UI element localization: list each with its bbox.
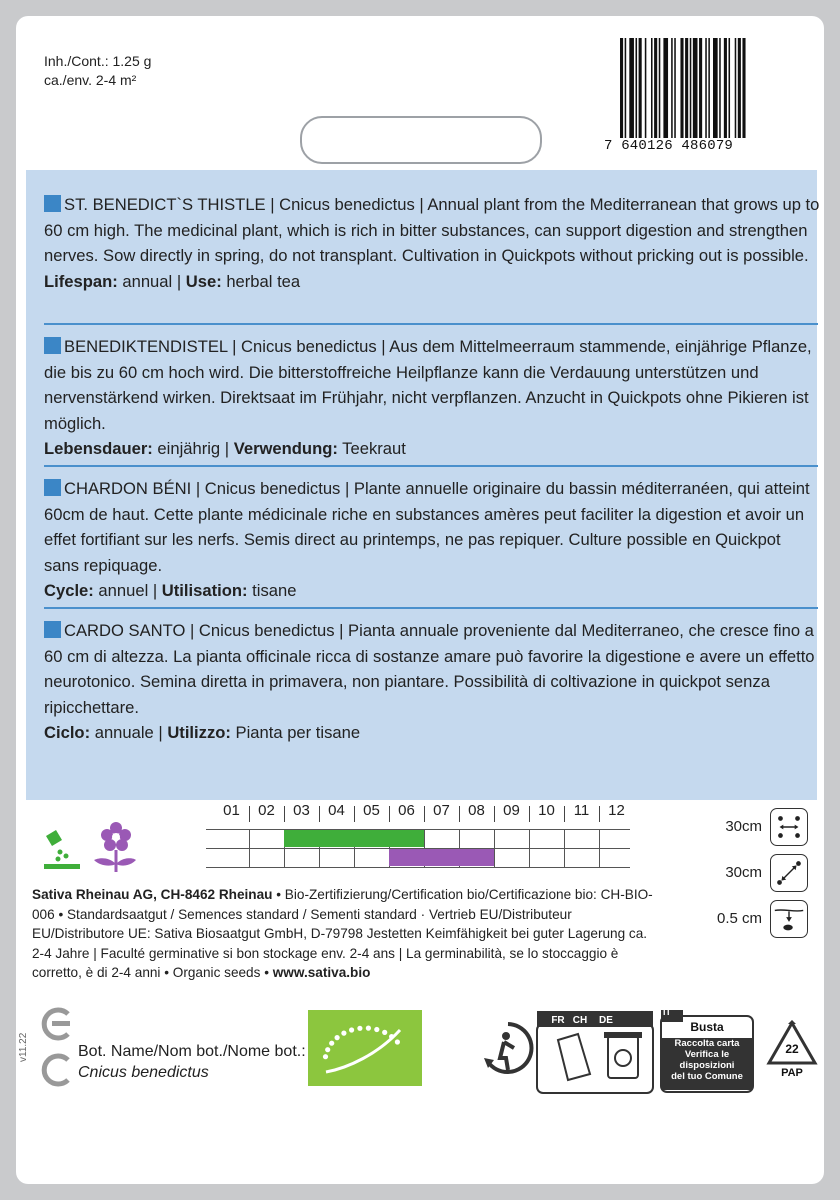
barcode-bar [671, 38, 673, 138]
botanical-label: Bot. Name/Nom bot./Nome bot.: [78, 1043, 306, 1060]
barcode-bar [719, 38, 721, 138]
month-label: 01 [223, 802, 240, 819]
coverage-area: ca./env. 2-4 m² [44, 72, 137, 88]
fact-value: herbal tea [221, 271, 301, 291]
month-label: 07 [433, 802, 450, 819]
eu-organic-leaf-icon [308, 1010, 422, 1086]
fact-key: Utilisation: [161, 581, 248, 600]
fact-value: tisane [247, 581, 297, 600]
month-label: 05 [363, 802, 380, 819]
sowing-depth [716, 900, 816, 940]
fact-key: Use: [185, 271, 222, 291]
month-label: 04 [328, 802, 345, 819]
company-info [32, 885, 662, 983]
eu-star [323, 1054, 328, 1059]
busta-line: Raccolta carta [674, 1038, 740, 1049]
lang-name: BENEDIKTENDISTEL [64, 337, 228, 356]
fact-value: annual | [117, 271, 186, 291]
fact-key: Ciclo: [44, 723, 91, 742]
divider [44, 607, 818, 609]
barcode [620, 38, 818, 138]
month-label: 03 [293, 802, 310, 819]
barcode-bar [651, 38, 653, 138]
lang-block-fr [44, 476, 820, 604]
fact-value: annuale | [90, 723, 168, 742]
month-label: 09 [503, 802, 520, 819]
content-weight: Inh./Cont.: 1.25 g [44, 53, 152, 69]
triman-de: DE [599, 1015, 613, 1026]
lang-description [44, 334, 820, 436]
lang-body: | Cnicus benedictus | Aus dem Mittelmeerraum stammende, einjährige Pflanze, die bis zu 60 cm hoch wird. Die bitterstoffreiche Heilpflanze kann die Verdauung unterstützen und nervenstärkend wirken. Direktsaat im Frühjahr, nicht verpflanzen. Anzucht in Quickpots ohne Pikieren ist möglich. [44, 337, 812, 433]
month-divider [459, 806, 460, 822]
barcode-bar [708, 38, 710, 138]
barcode-bar [620, 38, 623, 138]
sowing-icon [40, 828, 84, 872]
divider [44, 465, 818, 467]
eu-star [329, 1041, 334, 1046]
fact-value: einjährig | [152, 439, 234, 458]
lang-name: ST. BENEDICT`S THISTLE [64, 195, 266, 214]
pap-recycling-code [766, 1020, 818, 1084]
lang-facts [44, 720, 820, 746]
fact-key: Lebensdauer: [44, 439, 153, 458]
lang-description [44, 618, 820, 720]
grid-column-line [494, 829, 495, 867]
fact-key: Cycle: [44, 581, 94, 600]
recycling-person-icon [478, 1018, 538, 1078]
sowing-depth-value: 0.5 cm [716, 910, 762, 927]
hang-hole [300, 116, 542, 164]
ce-mark-icon [38, 1006, 74, 1042]
row-spacing-icon [770, 808, 808, 846]
barcode-number: 7 640126 486079 [604, 138, 734, 154]
row-spacing-value: 30cm [725, 818, 762, 835]
barcode-bar [645, 38, 647, 138]
month-label: 08 [468, 802, 485, 819]
eu-star [395, 1039, 400, 1044]
company-name: Sativa Rheinau AG, CH-8462 Rheinau [32, 887, 273, 902]
month-divider [284, 806, 285, 822]
sowing-period-bar [284, 830, 424, 847]
lang-name: CHARDON BÉNI [64, 479, 192, 498]
month-divider [529, 806, 530, 822]
grid-column-line [564, 829, 565, 867]
triman-ch: CH [572, 1015, 588, 1026]
lang-name: CARDO SANTO [64, 621, 186, 640]
blue-square-icon [44, 195, 61, 212]
month-divider [494, 806, 495, 822]
month-label: 12 [608, 802, 625, 819]
barcode-bar [639, 38, 642, 138]
fact-key: Verwendung: [233, 439, 338, 458]
triman-fr: FR [551, 1015, 565, 1026]
busta-title: Busta [690, 1020, 724, 1034]
month-label: 06 [398, 802, 415, 819]
barcode-bar [659, 38, 661, 138]
botanical-name-block [78, 1041, 306, 1083]
lang-block-de [44, 334, 820, 462]
sowing-depth-icon [770, 900, 808, 938]
plant-spacing-value: 30cm [725, 864, 762, 881]
blue-square-icon [44, 337, 61, 354]
busta-disposal-label [660, 1007, 754, 1094]
month-label: 02 [258, 802, 275, 819]
barcode-bar [693, 38, 698, 138]
lang-block-en [44, 192, 820, 294]
grid-column-line [599, 829, 600, 867]
busta-instructions [662, 1038, 752, 1082]
barcode-bar [705, 38, 707, 138]
eu-star [325, 1047, 330, 1052]
month-labels [206, 802, 630, 824]
barcode-bar [629, 38, 634, 138]
barcode-bar [685, 38, 688, 138]
barcode-bar [742, 38, 745, 138]
month-divider [319, 806, 320, 822]
lang-description [44, 476, 820, 578]
lang-facts [44, 578, 820, 604]
divider [44, 323, 818, 325]
botanical-name: Cnicus benedictus [78, 1064, 209, 1081]
pap-label: PAP [781, 1067, 803, 1079]
month-label: 10 [538, 802, 555, 819]
eu-star [374, 1027, 379, 1032]
month-divider [354, 806, 355, 822]
eu-star [357, 1026, 362, 1031]
plant-spacing [716, 854, 816, 894]
plant-spacing-icon [770, 854, 808, 892]
pap-number: 22 [785, 1042, 799, 1056]
triman-sorting-icon [536, 1010, 654, 1094]
month-divider [599, 806, 600, 822]
lang-description [44, 192, 820, 269]
barcode-bar [713, 38, 718, 138]
grid-column-line [529, 829, 530, 867]
eu-star [366, 1026, 371, 1031]
description-panel [26, 170, 820, 800]
month-label: 11 [573, 802, 590, 819]
grid-line [206, 867, 630, 868]
barcode-bar [654, 38, 657, 138]
barcode-bar [674, 38, 676, 138]
month-divider [564, 806, 565, 822]
website-link[interactable]: www.sativa.bio [272, 965, 371, 980]
fact-key: Utilizzo: [167, 723, 231, 742]
c-mark-icon [38, 1052, 74, 1088]
barcode-bar [625, 38, 627, 138]
month-divider [424, 806, 425, 822]
fact-value: Pianta per tisane [230, 723, 361, 742]
eu-star [341, 1031, 346, 1036]
barcode-bar [663, 38, 668, 138]
barcode-bar [690, 38, 692, 138]
month-divider [249, 806, 250, 822]
fact-value: annuel | [93, 581, 162, 600]
barcode-bar [636, 38, 638, 138]
lang-block-it [44, 618, 820, 746]
barcode-bar [680, 38, 683, 138]
lang-body: | Cnicus benedictus | Pianta annuale proveniente dal Mediterraneo, che cresce fino a 60 cm di altezza. La pianta officinale ricca di sostanze amare può favorire la digestione e avere un effetto neurotonico. Semina diretta in primavera, non piantare. Possibilità di coltivazione in quickpot senza ripicchettare. [44, 621, 815, 717]
barcode-bar [729, 38, 731, 138]
busta-line: Verifica le disposizioni [679, 1049, 735, 1071]
fact-key: Lifespan: [44, 271, 118, 291]
fact-value: Teekraut [337, 439, 406, 458]
barcode-bar [738, 38, 741, 138]
version-code: v11.22 [18, 1032, 29, 1062]
blue-square-icon [44, 621, 61, 638]
row-spacing [716, 808, 816, 848]
busta-line: del tuo Comune [671, 1071, 743, 1082]
lang-body: | Cnicus benedictus | Annual plant from the Mediterranean that grows up to 60 cm high. The medicinal plant, which is rich in bitter substances, can support digestion and strengthen nerves. Sow directly in spring, do not transplant. Cultivation in Quickpots without pricking out is possible. [44, 195, 820, 265]
package-contents [44, 52, 151, 90]
flowering-period-bar [389, 849, 494, 866]
lang-facts [44, 269, 820, 295]
flower-icon [90, 820, 138, 874]
barcode-bar [724, 38, 727, 138]
lang-body: | Cnicus benedictus | Plante annuelle originaire du bassin méditerranéen, qui atteint 60cm de haut. Cette plante médicinale riche en substances amères peut faciliter la digestion et avoir un effet fortifiant sur les nerfs. Semis direct au printemps, ne pas repiquer. Culture possible en Quickpot sans repiquage. [44, 479, 810, 575]
month-divider [389, 806, 390, 822]
certification-text: • Bio-Zertifizierung/Certification bio/Certificazione bio: CH-BIO-006 • Standardsaatgut / Semences standard / Sementi standard · Vertrieb EU/Distributeur EU/Distributore UE: Sativa Biosaatgut GmbH, D-79798 Jestetten Keimfähigkeit bei guter Lagerung ca. 2-4 Jahre | Faculté germinative si bon stockage env. 2-4 ans | La germinabilità, se lo stoccaggio è corretto, è di 2-4 anni • Organic seeds • [32, 887, 653, 980]
eu-star [335, 1035, 340, 1040]
busta-country: IT [663, 1007, 671, 1017]
grid-column-line [249, 829, 250, 867]
lang-facts [44, 436, 820, 462]
seed-packet-back [16, 16, 824, 1184]
barcode-bar [735, 38, 737, 138]
eu-star [349, 1027, 354, 1032]
barcode-bar [699, 38, 702, 138]
eu-star [382, 1030, 387, 1035]
blue-square-icon [44, 479, 61, 496]
